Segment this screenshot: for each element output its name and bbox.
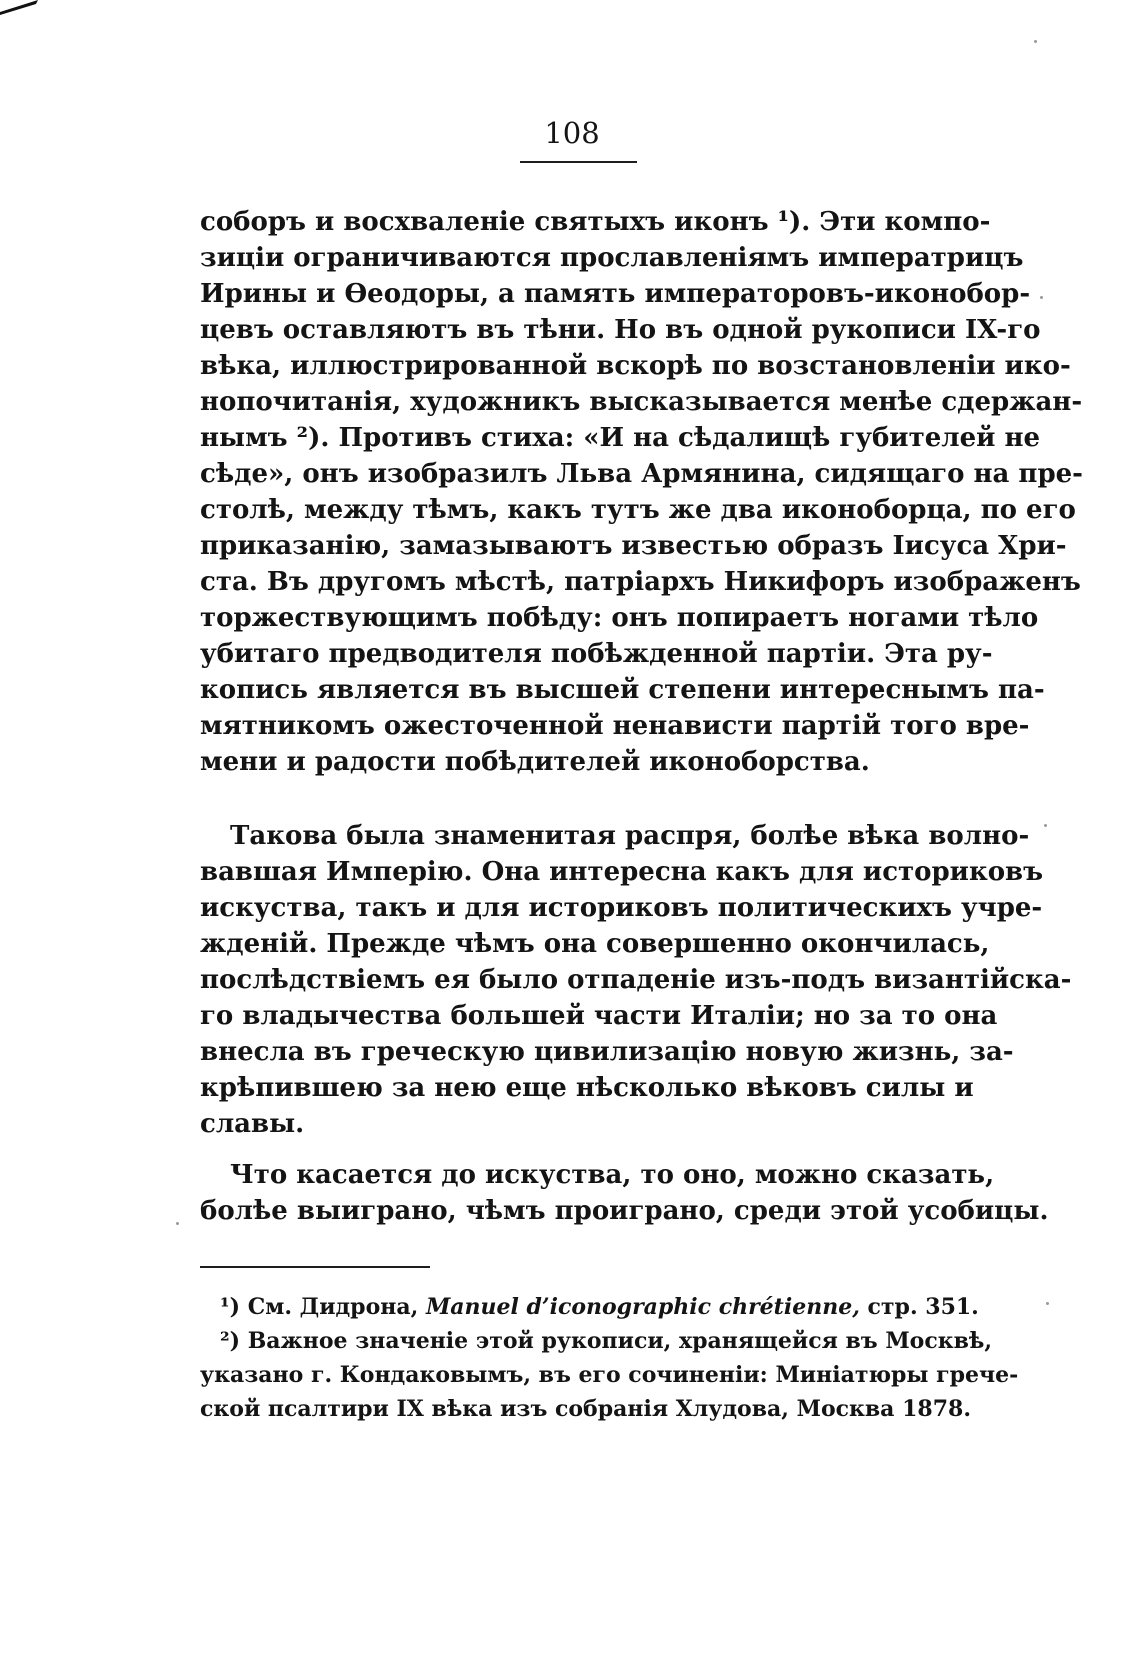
footnote-1-tail: стр. 351. (867, 1294, 979, 1320)
paragraph-2 (200, 818, 1072, 1142)
footnotes (200, 1290, 1019, 1426)
text-line: мятникомъ ожесточенной ненависти партій того вре- (200, 711, 1030, 741)
text-line: убитаго предводителя побѣжденной партіи. Эта ру- (200, 639, 993, 669)
text-line: мени и радости побѣдителей иконоборства. (200, 747, 870, 777)
text-line: вѣка, иллюстрированной вскорѣ по возстановленіи ико- (200, 351, 1071, 381)
text-line: болѣе выиграно, чѣмъ проиграно, среди этой усобицы. (200, 1196, 1049, 1226)
footnote-2-line: ²) Важное значеніе этой рукописи, хранящейся въ Москвѣ, (220, 1328, 993, 1354)
footnote-rule (200, 1266, 430, 1268)
text-line: вавшая Имперію. Она интересна какъ для историковъ (200, 857, 1044, 887)
text-line: ста. Въ другомъ мѣстѣ, патріархъ Никифоръ изображенъ (200, 567, 1081, 597)
text-line: столѣ, между тѣмъ, какъ тутъ же два иконоборца, по его (200, 495, 1076, 525)
text-line: нымъ ²). Противъ стиха: «И на сѣдалищѣ губителей не (200, 423, 1041, 453)
text-line: крѣпившею за нею еще нѣсколько вѣковъ силы и (200, 1073, 974, 1103)
footnote-1 (200, 1290, 979, 1324)
text-line: Ирины и Ѳеодоры, а память императоровъ-иконобор- (200, 279, 1031, 309)
text-line: внесла въ греческую цивилизацію новую жизнь, за- (200, 1037, 1014, 1067)
text-line: славы. (200, 1109, 305, 1139)
text-line: послѣдствіемъ ея было отпаденіе изъ-подъ византійска- (200, 965, 1072, 995)
footnote-1-marker: ¹) См. Дидрона, (220, 1294, 419, 1320)
footnote-1-title: Manuel d’iconographic chrétienne, (425, 1294, 860, 1320)
scan-speck (1046, 1302, 1049, 1305)
paragraph-3 (200, 1157, 1049, 1229)
text-line: Такова была знаменитая распря, болѣе вѣка волно- (230, 821, 1030, 851)
text-line: нопочитанія, художникъ высказывается менѣе сдержан- (200, 387, 1083, 417)
footnote-2-line: указано г. Кондаковымъ, въ его сочиненіи: Миніатюры грече- (200, 1362, 1019, 1388)
scan-speck (1040, 296, 1043, 299)
page-number: 108 (544, 116, 600, 150)
paragraph-1 (200, 204, 1083, 780)
text-line: жденій. Прежде чѣмъ она совершенно окончилась, (200, 929, 990, 959)
text-line: копись является въ высшей степени интереснымъ па- (200, 675, 1045, 705)
text-line: приказанію, замазываютъ известью образъ Іисуса Хри- (200, 531, 1067, 561)
scan-speck (1044, 824, 1047, 827)
text-line: Что касается до искуства, то оно, можно сказать, (230, 1160, 995, 1190)
header-rule (520, 161, 637, 163)
scan-speck (1034, 40, 1037, 43)
text-line: зиціи ограничиваются прославленіямъ императрицъ (200, 243, 1024, 273)
text-line: го владычества большей части Италіи; но за то она (200, 1001, 998, 1031)
text-line: соборъ и восхваленіе святыхъ иконъ ¹). Эти компо- (200, 207, 991, 237)
text-line: торжествующимъ побѣду: онъ попираетъ ногами тѣло (200, 603, 1039, 633)
text-line: сѣде», онъ изобразилъ Льва Армянина, сидящаго на пре- (200, 459, 1083, 489)
scan-speck (176, 1222, 179, 1225)
footnote-2-line: ской псалтири IX вѣка изъ собранія Хлудова, Москва 1878. (200, 1396, 971, 1422)
scan-corner-mark (0, 0, 60, 20)
text-line: цевъ оставляютъ въ тѣни. Но въ одной рукописи IX-го (200, 315, 1041, 345)
text-line: искуства, такъ и для историковъ политическихъ учре- (200, 893, 1043, 923)
